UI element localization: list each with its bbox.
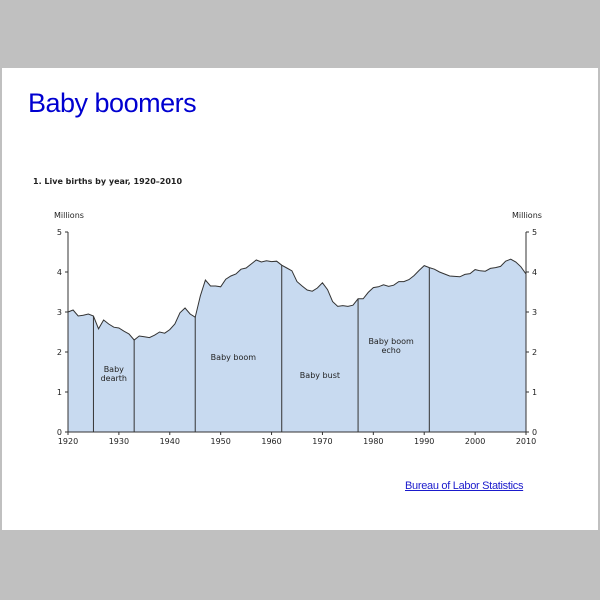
x-tick-label: 1990 xyxy=(414,437,435,446)
x-tick-label: 1970 xyxy=(312,437,333,446)
y-tick-label-right: 1 xyxy=(532,388,538,397)
y-tick-label-left: 4 xyxy=(56,268,62,277)
y-tick-label-left: 0 xyxy=(56,428,62,437)
y-tick-label-right: 5 xyxy=(532,228,538,237)
y-tick-label-left: 5 xyxy=(56,228,62,237)
y-axis-label-left: Millions xyxy=(54,211,84,220)
x-tick-label: 1960 xyxy=(261,437,282,446)
era-label: echo xyxy=(381,346,401,355)
x-tick-label: 1930 xyxy=(108,437,130,446)
era-label: Baby bust xyxy=(299,371,341,380)
y-axis-label-right: Millions xyxy=(512,211,542,220)
x-tick-label: 2010 xyxy=(515,437,537,446)
y-tick-label-right: 4 xyxy=(532,268,538,277)
x-tick-label: 1920 xyxy=(57,437,79,446)
x-tick-label: 2000 xyxy=(464,437,486,446)
births-area xyxy=(68,259,526,432)
era-label: Baby xyxy=(103,365,124,374)
births-chart xyxy=(2,68,598,530)
x-tick-label: 1940 xyxy=(159,437,180,446)
chart-title: 1. Live births by year, 1920–2010 xyxy=(33,177,183,186)
y-tick-label-right: 0 xyxy=(532,428,538,437)
source-link[interactable]: Bureau of Labor Statistics xyxy=(405,480,524,492)
era-label: Baby boom xyxy=(368,337,414,346)
era-label: Baby boom xyxy=(210,353,257,362)
era-label: dearth xyxy=(100,374,128,383)
y-tick-label-left: 3 xyxy=(56,308,62,317)
slide xyxy=(2,68,598,530)
x-tick-label: 1950 xyxy=(210,437,231,446)
y-tick-label-right: 3 xyxy=(532,308,538,317)
x-tick-label: 1980 xyxy=(363,437,384,446)
y-tick-label-left: 2 xyxy=(56,348,62,357)
y-tick-label-right: 2 xyxy=(532,348,538,357)
slide-title: Baby boomers xyxy=(28,88,197,118)
y-tick-label-left: 1 xyxy=(56,388,62,397)
